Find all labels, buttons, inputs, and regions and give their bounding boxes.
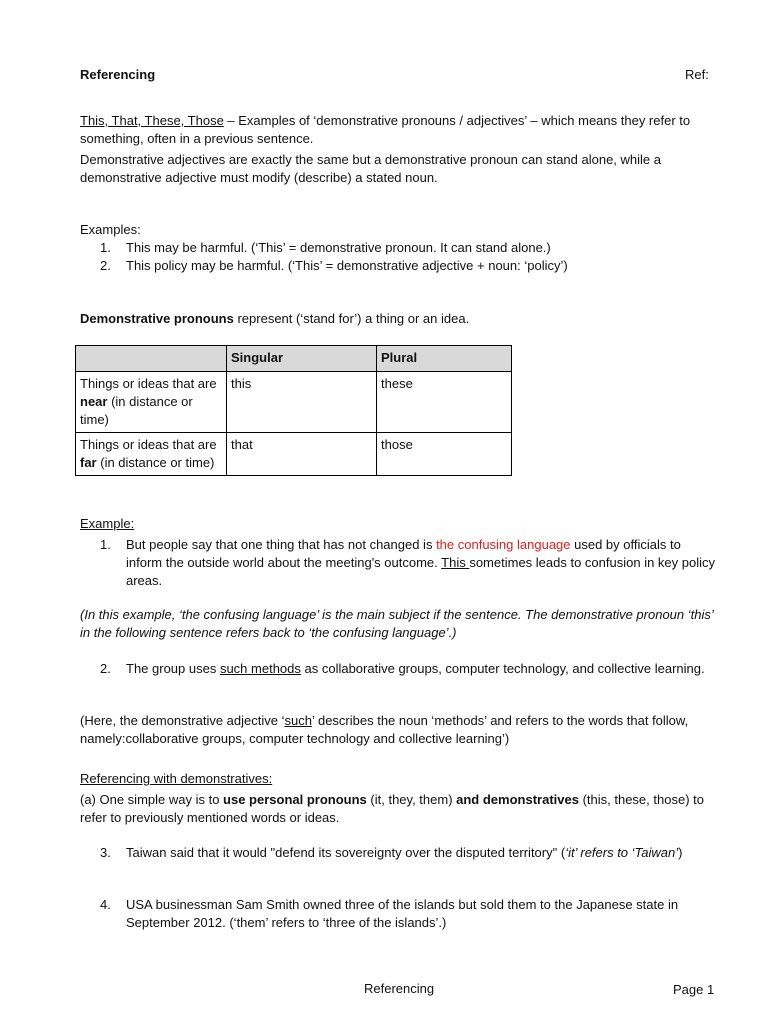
- text-bold: and demonstratives: [456, 792, 579, 807]
- table-row: [76, 433, 512, 476]
- list-number: 1.: [100, 240, 111, 255]
- table-cell-plural: these: [377, 372, 512, 433]
- list-text: [126, 660, 720, 678]
- table-header-cell: Plural: [377, 346, 512, 372]
- text-run: as collaborative groups, computer technology, and collective learning.: [300, 661, 705, 676]
- table-row: [76, 372, 512, 433]
- referencing-paragraph: [80, 791, 720, 827]
- text-run: ’ describes the noun ‘methods’ and refers to the words that follow, namely:collaborative groups, computer technology and collective learning’): [80, 713, 689, 746]
- cell-text: (in distance or time): [96, 455, 215, 470]
- text-run: (Here, the demonstrative adjective ‘: [80, 713, 285, 728]
- table-cell-singular: that: [227, 433, 377, 476]
- text-underlined: such: [284, 713, 312, 728]
- ref-label: Ref:: [685, 67, 709, 82]
- table-cell-plural: those: [377, 433, 512, 476]
- text-run: ): [678, 845, 683, 860]
- list-text: This may be harmful. (‘This’ = demonstrative pronoun. It can stand alone.): [126, 240, 551, 255]
- list-number: 2.: [100, 258, 111, 273]
- examples-label: Examples:: [80, 222, 141, 237]
- text-run: (it, they, them): [366, 792, 457, 807]
- intro-rest: – Examples of ‘demonstrative pronouns / adjectives’ – which means they refer to something, often in a previous sentence.: [80, 113, 691, 146]
- text-underlined: such methods: [219, 661, 301, 676]
- demonstratives-table: [75, 345, 512, 476]
- list-number: 4.: [100, 897, 111, 912]
- page-number: Page 1: [673, 982, 715, 997]
- table-cell-singular: this: [227, 372, 377, 433]
- table-header-cell: Singular: [227, 346, 377, 372]
- table-header-cell: [76, 346, 227, 372]
- list-text: USA businessman Sam Smith owned three of the islands but sold them to the Japanese state in September 2012. (‘them’ refers to ‘three of the islands’.): [126, 897, 679, 930]
- text-run: used by officials to inform the outside world about the meeting's outcome.: [126, 537, 681, 570]
- list-text: [126, 536, 720, 590]
- table-cell-description: [76, 433, 227, 476]
- list-number: 2.: [100, 661, 111, 676]
- cell-text: Things or ideas that are: [80, 437, 217, 452]
- list-number: 3.: [100, 845, 111, 860]
- text-run: Taiwan said that it would "defend its sovereignty over the disputed territory" (: [126, 845, 566, 860]
- list-text: This policy may be harmful. (‘This’ = demonstrative adjective + noun: ‘policy’): [126, 258, 568, 273]
- example-note-2: [80, 712, 720, 748]
- cell-text: (in distance or time): [80, 394, 193, 427]
- text-italic: ‘it’ refers to ‘Taiwan’: [565, 845, 679, 860]
- table-header-row: [76, 346, 512, 372]
- text-run: But people say that one thing that has not changed is: [126, 537, 437, 552]
- text-run: The group uses: [126, 661, 220, 676]
- example-label: Example:: [80, 516, 135, 531]
- cell-text-bold: near: [80, 394, 108, 409]
- highlight-red: the confusing language: [436, 537, 571, 552]
- text-underlined: This: [441, 555, 470, 570]
- footer-title: Referencing: [364, 981, 435, 996]
- pronouns-intro-rest: represent (‘stand for’) a thing or an idea.: [233, 311, 470, 326]
- page-title: Referencing: [80, 67, 156, 82]
- intro-terms: This, That, These, Those: [80, 113, 224, 128]
- intro-paragraph-2: Demonstrative adjectives are exactly the same but a demonstrative pronoun can stand alone, while a demonstrative adjective must modify (describe) a stated noun.: [80, 152, 661, 185]
- text-bold: use personal pronouns: [223, 792, 367, 807]
- intro-paragraph: [80, 112, 720, 148]
- list-text: [126, 844, 720, 862]
- table-cell-description: [76, 372, 227, 433]
- list-number: 1.: [100, 537, 111, 552]
- pronouns-intro: [80, 310, 720, 328]
- text-run: (this, these, those) to refer to previously mentioned words or ideas.: [80, 792, 704, 825]
- cell-text-bold: far: [80, 455, 97, 470]
- cell-text: Things or ideas that are: [80, 376, 217, 391]
- text-run: (a) One simple way is to: [80, 792, 224, 807]
- pronouns-intro-bold: Demonstrative pronouns: [80, 311, 234, 326]
- example-note-1: (In this example, ‘the confusing language’ is the main subject if the sentence. The demonstrative pronoun ‘this’ in the following sentence refers back to ‘the confusing language’.): [80, 607, 714, 640]
- text-run: sometimes leads to confusion in key policy areas.: [126, 555, 716, 588]
- referencing-label: Referencing with demonstratives:: [80, 771, 273, 786]
